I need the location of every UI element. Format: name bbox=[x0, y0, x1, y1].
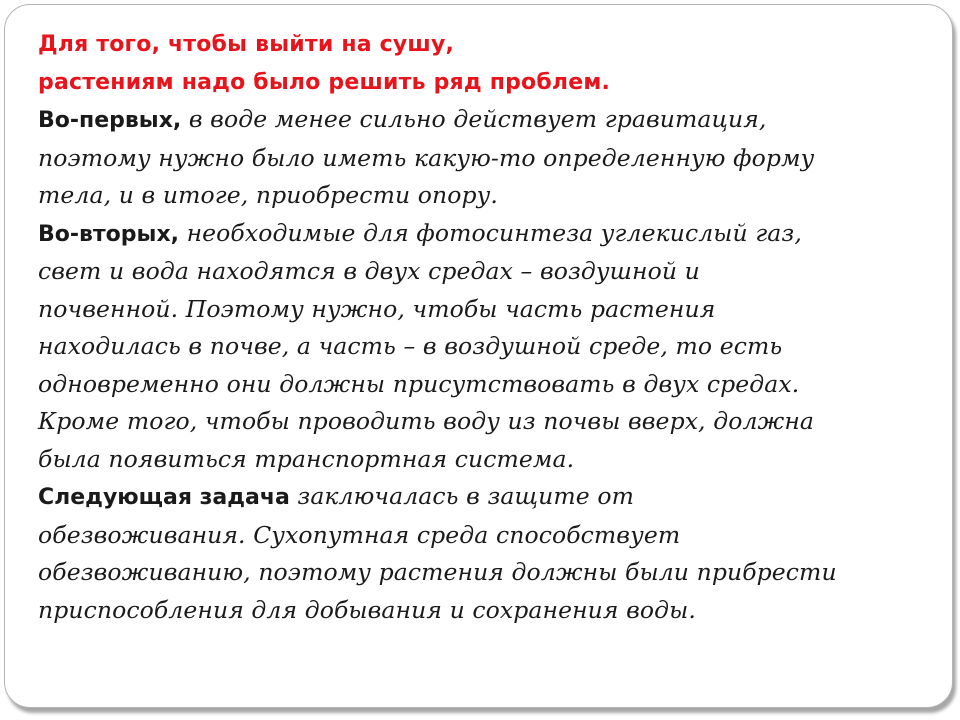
paragraph-2-line-7: была появиться транспортная система. bbox=[38, 444, 575, 473]
paragraph-2-line-2: свет и вода находятся в двух средах – воздушной и bbox=[38, 257, 700, 285]
heading-line-2: растениям надо было решить ряд проблем. bbox=[38, 69, 611, 95]
paragraph-3-line-2: обезвоживания. Сухопутная среда способствует bbox=[38, 520, 681, 549]
paragraph-3-line-4: приспособления для добывания и сохранения воды. bbox=[38, 595, 696, 624]
paragraph-2-line-4: находилась в почве, а часть – в воздушной среде, то есть bbox=[38, 332, 783, 360]
paragraph-1-line-1 bbox=[38, 101, 938, 140]
paragraph-2-lead: Во-вторых, bbox=[38, 221, 179, 247]
paragraph-3-line-1 bbox=[38, 478, 938, 517]
slide-text bbox=[38, 26, 938, 629]
paragraph-2-line-3: почвенной. Поэтому нужно, чтобы часть растения bbox=[38, 294, 716, 323]
paragraph-1-lead: Во-первых, bbox=[38, 108, 182, 133]
paragraph-3-text: заключалась в защите от bbox=[289, 482, 634, 510]
heading-line-1: Для того, чтобы выйти на сушу, bbox=[38, 32, 455, 57]
paragraph-1-line-3: тела, и в итоге, приобрести опору. bbox=[38, 181, 498, 209]
paragraph-2-line-1 bbox=[38, 215, 938, 254]
paragraph-2-line-5: одновременно они должны присутствовать в двух средах. bbox=[38, 369, 800, 398]
paragraph-1-line-2: поэтому нужно было иметь какую-то определенную форму bbox=[38, 143, 815, 172]
paragraph-2-text: необходимые для фотосинтеза углекислый газ, bbox=[179, 218, 802, 247]
paragraph-3-line-3: обезвоживанию, поэтому растения должны были прибрести bbox=[38, 558, 837, 586]
paragraph-2-line-6: Кроме того, чтобы проводить воду из почвы вверх, должна bbox=[38, 407, 815, 435]
paragraph-3-lead: Следующая задача bbox=[38, 485, 290, 510]
paragraph-1-text: в воде менее сильно действует гравитация, bbox=[181, 105, 767, 133]
